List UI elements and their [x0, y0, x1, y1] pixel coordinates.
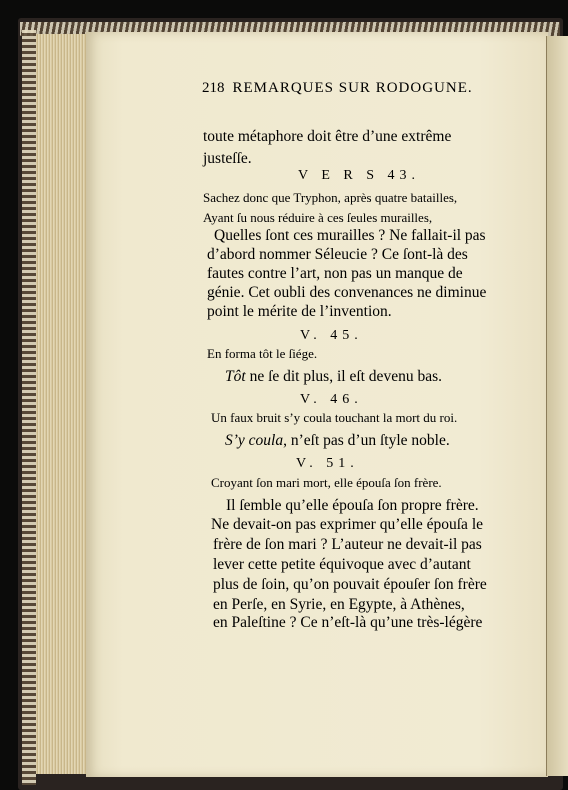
body-text-line: en Perſe, en Syrie, en Egypte, à Athènes,: [213, 596, 465, 613]
quoted-verse-line: Un faux bruit s’y coula touchant la mort du roi.: [211, 410, 458, 425]
quoted-verse-line: En forma tôt le ſiége.: [207, 346, 318, 361]
body-text-line: fautes contre l’art, non pas un manque de: [207, 265, 463, 282]
body-text-line: frère de ſon mari ? L’auteur ne devait-il pas: [213, 536, 482, 553]
running-head: [202, 80, 473, 97]
cover-edge: [22, 30, 36, 785]
body-text-line: d’abord nommer Séleucie ? Ce ſont-là des: [207, 246, 468, 263]
line-remainder: , n’eſt pas d’un ſtyle noble.: [283, 432, 450, 449]
italic-term: Tôt: [225, 368, 246, 385]
running-head-title: REMARQUES SUR RODOGUNE.: [232, 80, 473, 96]
body-text-line: génie. Cet oubli des convenances ne diminue: [207, 284, 487, 301]
verse-heading: V. 51.: [296, 456, 359, 471]
verse-heading: V. 46.: [300, 392, 363, 407]
body-text-line: Quelles ſont ces murailles ? Ne fallait-il pas: [214, 227, 486, 244]
facing-page-edge: [546, 36, 568, 776]
body-text-line: Ne devait-on pas exprimer qu’elle épouſa le: [211, 516, 483, 533]
verse-heading: V E R S 43.: [298, 168, 421, 183]
body-text-line: lever cette petite équivoque avec d’autant: [213, 556, 471, 573]
body-text-line: point le mérite de l’invention.: [207, 303, 392, 320]
body-text-line: Il ſemble qu’elle épouſa ſon propre frère.: [226, 497, 479, 514]
page-number: 218: [202, 80, 225, 96]
line-remainder: ne ſe dit plus, il eſt devenu bas.: [245, 368, 442, 385]
body-text-line: justeſſe.: [203, 150, 252, 167]
body-text-line: [225, 368, 442, 386]
quoted-verse-line: Croyant ſon mari mort, elle épouſa ſon frère.: [211, 475, 442, 490]
body-text-line: toute métaphore doit être d’une extrême: [203, 128, 452, 145]
verse-heading: V. 45.: [300, 328, 363, 343]
body-text-line: en Paleſtine ? Ce n’eſt-là qu’une très-légère: [213, 614, 483, 631]
body-text-line: plus de ſoin, qu’on pouvait épouſer ſon frère: [213, 576, 487, 593]
quoted-verse-line: Ayant ſu nous réduire à ces ſeules murailles,: [203, 210, 433, 225]
body-text-line: [225, 432, 450, 450]
quoted-verse-line: Sachez donc que Tryphon, après quatre batailles,: [203, 190, 458, 205]
italic-term: S’y coula: [225, 432, 284, 449]
